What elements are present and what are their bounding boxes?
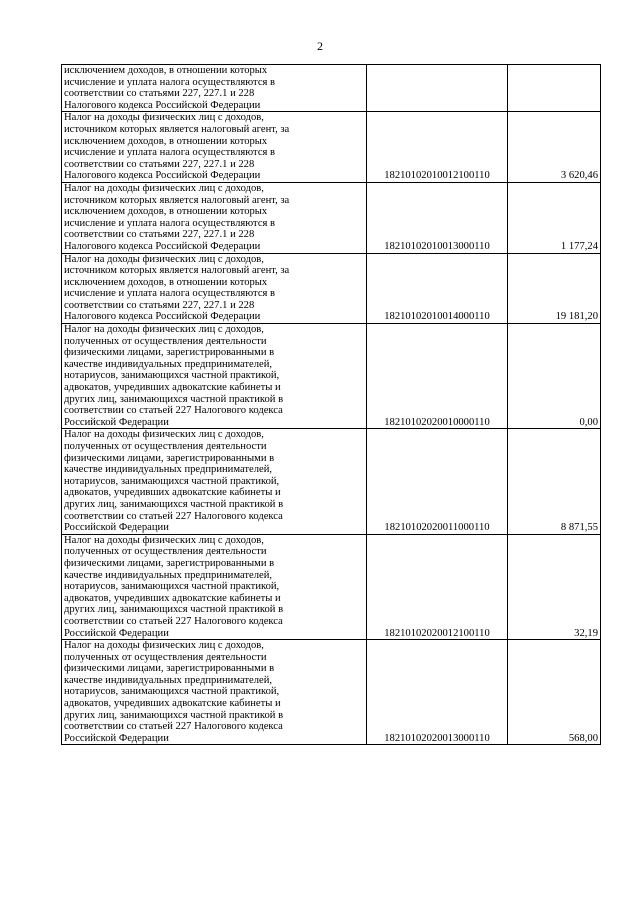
table-row bbox=[62, 253, 601, 324]
row-code: 18210102020011000110 bbox=[367, 429, 508, 534]
row-name: Налог на доходы физических лиц с доходов, источником которых является налоговый агент, за исключением доходов, в отношении которых исчисление и уплата налога осуществляются в соответствии со статьями 227, 227.1 и 228 Налогового кодекса Российской Федерации bbox=[64, 112, 290, 182]
row-name: Налог на доходы физических лиц с доходов, полученных от осуществления деятельности физическими лицами, зарегистрированными в качестве индивидуальных предпринимателей, нотариусов, занимающихся частной практикой, адвокатов, учредивших адвокатские кабинеты и других лиц, занимающихся частной практикой в соответствии со статьей 227 Налогового кодекса Российской Федерации bbox=[64, 324, 284, 428]
page-number: 2 bbox=[317, 39, 323, 53]
row-amount: 3 620,46 bbox=[508, 112, 601, 183]
table-row bbox=[62, 112, 601, 183]
row-amount: 0,00 bbox=[508, 324, 601, 429]
row-amount: 32,19 bbox=[508, 534, 601, 639]
row-name-cell bbox=[62, 534, 367, 639]
row-amount: 19 181,20 bbox=[508, 253, 601, 324]
row-code: 18210102020012100110 bbox=[367, 534, 508, 639]
row-code: 18210102020010000110 bbox=[367, 324, 508, 429]
table-row bbox=[62, 324, 601, 429]
row-name: Налог на доходы физических лиц с доходов, полученных от осуществления деятельности физическими лицами, зарегистрированными в качестве индивидуальных предпринимателей, нотариусов, занимающихся частной практикой, адвокатов, учредивших адвокатские кабинеты и других лиц, занимающихся частной практикой в соответствии со статьей 227 Налогового кодекса Российской Федерации bbox=[64, 429, 284, 534]
revenue-table bbox=[61, 64, 601, 745]
row-name: Налог на доходы физических лиц с доходов, полученных от осуществления деятельности физическими лицами, зарегистрированными в качестве индивидуальных предпринимателей, нотариусов, занимающихся частной практикой, адвокатов, учредивших адвокатские кабинеты и других лиц, занимающихся частной практикой в соответствии со статьей 227 Налогового кодекса Российской Федерации bbox=[64, 534, 284, 639]
row-code: 18210102010014000110 bbox=[367, 253, 508, 324]
row-amount bbox=[508, 65, 601, 112]
table-row bbox=[62, 182, 601, 253]
table-row bbox=[62, 429, 601, 534]
row-name-cell bbox=[62, 324, 367, 429]
row-code: 18210102010012100110 bbox=[367, 112, 508, 183]
row-code: 18210102010013000110 bbox=[367, 182, 508, 253]
row-name: Налог на доходы физических лиц с доходов, полученных от осуществления деятельности физическими лицами, зарегистрированными в качестве индивидуальных предпринимателей, нотариусов, занимающихся частной практикой, адвокатов, учредивших адвокатские кабинеты и других лиц, занимающихся частной практикой в соответствии со статьей 227 Налогового кодекса Российской Федерации bbox=[64, 640, 284, 744]
table-row bbox=[62, 640, 601, 745]
row-name: исключением доходов, в отношении которых исчисление и уплата налога осуществляются в соответствии со статьями 227, 227.1 и 228 Налогового кодекса Российской Федерации bbox=[64, 65, 276, 111]
row-name-cell bbox=[62, 65, 367, 112]
row-amount: 568,00 bbox=[508, 640, 601, 745]
row-name-cell bbox=[62, 253, 367, 324]
row-amount: 8 871,55 bbox=[508, 429, 601, 534]
row-name-cell bbox=[62, 429, 367, 534]
row-name-cell bbox=[62, 640, 367, 745]
table-row bbox=[62, 65, 601, 112]
row-name: Налог на доходы физических лиц с доходов, источником которых является налоговый агент, за исключением доходов, в отношении которых исчисление и уплата налога осуществляются в соответствии со статьями 227, 227.1 и 228 Налогового кодекса Российской Федерации bbox=[64, 182, 290, 252]
table-row bbox=[62, 534, 601, 639]
row-name: Налог на доходы физических лиц с доходов, источником которых является налоговый агент, за исключением доходов, в отношении которых исчисление и уплата налога осуществляются в соответствии со статьями 227, 227.1 и 228 Налогового кодекса Российской Федерации bbox=[64, 253, 290, 323]
row-code bbox=[367, 65, 508, 112]
row-code: 18210102020013000110 bbox=[367, 640, 508, 745]
row-name-cell bbox=[62, 112, 367, 183]
row-amount: 1 177,24 bbox=[508, 182, 601, 253]
row-name-cell bbox=[62, 182, 367, 253]
